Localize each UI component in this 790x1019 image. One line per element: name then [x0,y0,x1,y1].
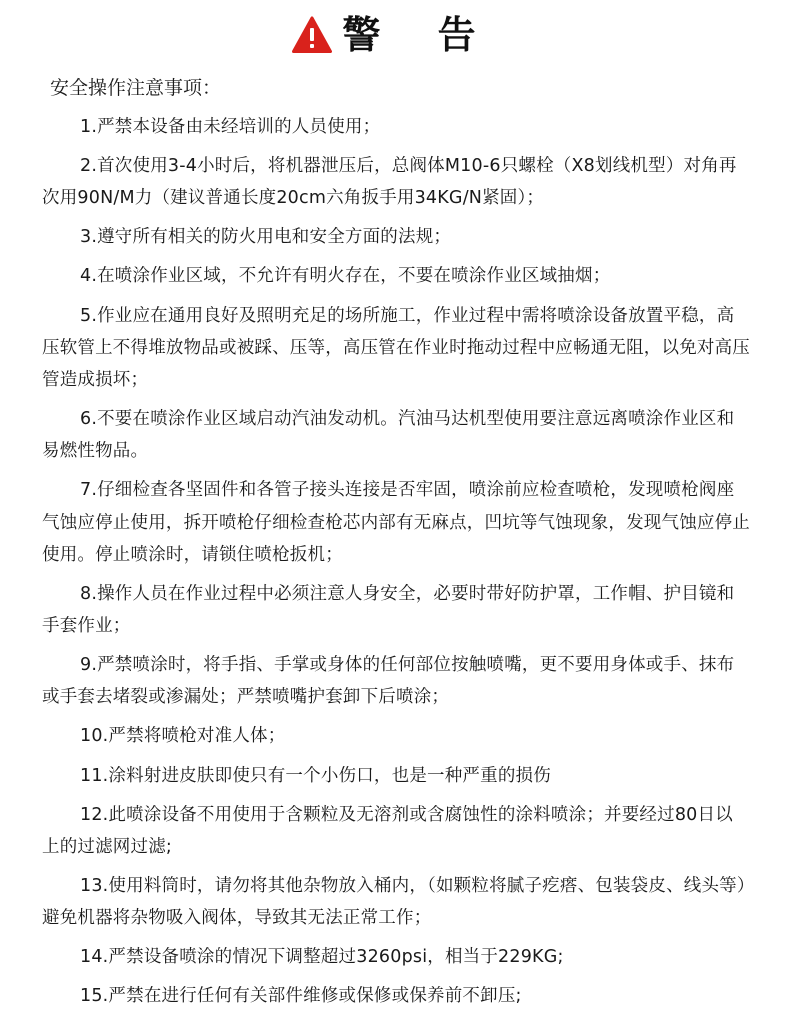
list-item: 2.首次使用3-4小时后，将机器泄压后，总阀体M10-6只螺栓（X8划线机型）对角再次用90N/M力（建议普通长度20cm六角扳手用34KG/N紧固）； [42,156,737,209]
list-item: 11.涂料射进皮肤即使只有一个小伤口，也是一种严重的损伤 [80,765,551,786]
section-heading: 安全操作注意事项： [50,77,222,99]
list-item: 14.严禁设备喷涂的情况下调整超过3260psi，相当于229KG; [80,947,564,968]
list-item: 6.不要在喷涂作业区域启动汽油发动机。汽油马达机型使用要注意远离喷涂作业区和易燃性物品。 [42,409,735,462]
list-item: 13.使用料筒时，请勿将其他杂物放入桶内，（如颗粒将腻子疙瘩、包装袋皮、线头等）避免机器将杂物吸入阀体，导致其无法正常工作； [42,875,746,929]
warning-triangle-icon [292,16,332,54]
title-row [0,10,790,60]
page-title: 警 告 [342,13,498,57]
list-item: 10.严禁将喷枪对准人体； [80,726,286,747]
list-item: 3.遵守所有相关的防火用电和安全方面的法规； [80,227,452,248]
list-item: 5.作业应在通用良好及照明充足的场所施工，作业过程中需将喷涂设备放置平稳，高压软管上不得堆放物品或被踩、压等，高压管在作业时拖动过程中应畅通无阻，以免对高压管造成损坏； [42,305,750,390]
list-item: 4.在喷涂作业区域，不允许有明火存在，不要在喷涂作业区域抽烟； [80,266,611,287]
list-item: 1.严禁本设备由未经培训的人员使用； [80,117,381,137]
safety-items-list [0,111,790,1019]
list-item: 15.严禁在进行任何有关部件维修或保修或保养前不卸压; [80,986,522,1007]
list-item: 8.操作人员在作业过程中必须注意人身安全，必要时带好防护罩，工作帽、护目镜和手套作业； [42,583,735,637]
list-item: 7.仔细检查各坚固件和各管子接头连接是否牢固，喷涂前应检查喷枪，发现喷枪阀座气蚀应停止使用，拆开喷枪仔细检查枪芯内部有无麻点，凹坑等气蚀现象，发现气蚀应停止使用。停止喷涂时，请锁住喷枪扳机； [42,480,750,565]
list-item: 9.严禁喷涂时，将手指、手掌或身体的任何部位按触喷嘴，更不要用身体或手、抹布或手套去堵裂或渗漏处；严禁喷嘴护套卸下后喷涂； [42,655,735,708]
list-item: 12.此喷涂设备不用使用于含颗粒及无溶剂或含腐蚀性的涂料喷涂；并要经过80日以上的过滤网过滤; [42,804,733,857]
